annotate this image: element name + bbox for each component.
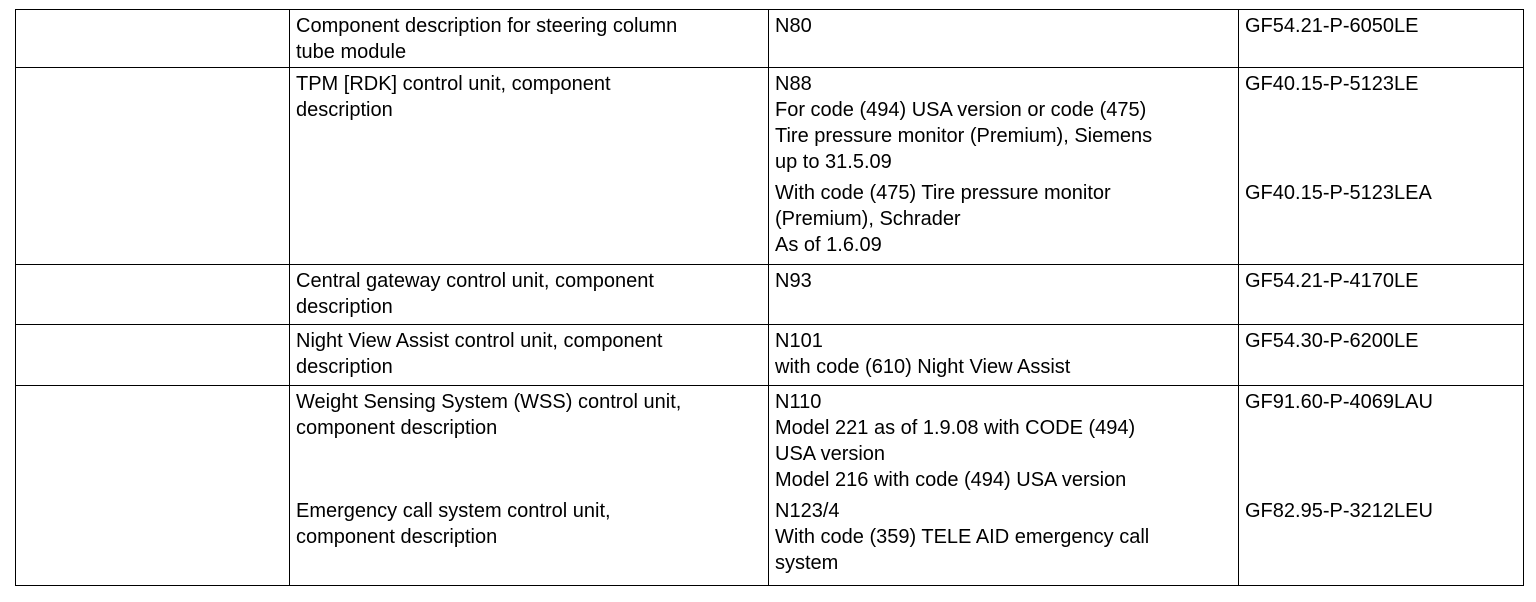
designation-line: With code (475) Tire pressure monitor <box>775 182 1111 204</box>
designation-line: Tire pressure monitor (Premium), Siemens <box>775 125 1153 147</box>
document-number: GF91.60-P-4069LAU <box>1245 391 1433 413</box>
designation-line: up to 31.5.09 <box>775 151 892 173</box>
table-row <box>16 325 1524 386</box>
description-line: tube module <box>296 41 407 63</box>
designation-line: USA version <box>775 443 886 465</box>
designation-cell <box>769 265 1239 325</box>
document-number: GF40.15-P-5123LEA <box>1245 182 1432 204</box>
description-line: description <box>296 296 393 318</box>
spacer <box>296 441 762 493</box>
spacer <box>1245 415 1517 493</box>
description-line: component description <box>296 417 498 439</box>
designation-line: system <box>775 552 839 574</box>
description-line: description <box>296 99 393 121</box>
designation-line: N123/4 <box>775 500 840 522</box>
description-line: TPM [RDK] control unit, component <box>296 73 611 95</box>
designation-line: Model 221 as of 1.9.08 with CODE (494) <box>775 417 1136 439</box>
description-line: Component description for steering column <box>296 15 678 37</box>
empty-cell <box>16 265 290 325</box>
table-row <box>16 265 1524 325</box>
description-line: Central gateway control unit, component <box>296 270 654 292</box>
description-line: Emergency call system control unit, <box>296 500 611 522</box>
document-cell <box>1239 325 1524 386</box>
document-number: GF40.15-P-5123LE <box>1245 73 1419 95</box>
description-line: Night View Assist control unit, component <box>296 330 663 352</box>
designation-line: (Premium), Schrader <box>775 208 961 230</box>
designation-line: As of 1.6.09 <box>775 234 882 256</box>
designation-line: N88 <box>775 73 812 95</box>
document-number: GF54.21-P-6050LE <box>1245 15 1419 37</box>
table-row <box>16 386 1524 586</box>
description-cell <box>290 68 769 265</box>
designation-cell <box>769 68 1239 265</box>
table-row <box>16 10 1524 68</box>
description-line: description <box>296 356 393 378</box>
designation-line: With code (359) TELE AID emergency call <box>775 526 1150 548</box>
designation-line: N110 <box>775 391 822 413</box>
designation-line: Model 216 with code (494) USA version <box>775 469 1127 491</box>
document-number: GF54.21-P-4170LE <box>1245 270 1419 292</box>
description-line: component description <box>296 526 498 548</box>
designation-line: N101 <box>775 330 823 352</box>
designation-line: N93 <box>775 270 812 292</box>
document-cell <box>1239 68 1524 265</box>
document-cell <box>1239 265 1524 325</box>
document-number: GF82.95-P-3212LEU <box>1245 500 1433 522</box>
description-cell <box>290 386 769 586</box>
document-cell <box>1239 386 1524 586</box>
designation-cell <box>769 325 1239 386</box>
empty-cell <box>16 68 290 265</box>
description-cell <box>290 265 769 325</box>
designation-line: N80 <box>775 15 812 37</box>
table-row <box>16 68 1524 265</box>
empty-cell <box>16 386 290 586</box>
empty-cell <box>16 325 290 386</box>
document-cell <box>1239 10 1524 68</box>
empty-cell <box>16 10 290 68</box>
designation-cell <box>769 10 1239 68</box>
spacer <box>1245 97 1517 175</box>
component-table <box>15 9 1524 586</box>
description-cell <box>290 325 769 386</box>
description-line: Weight Sensing System (WSS) control unit, <box>296 391 682 413</box>
description-cell <box>290 10 769 68</box>
designation-line: For code (494) USA version or code (475) <box>775 99 1147 121</box>
document-number: GF54.30-P-6200LE <box>1245 330 1419 352</box>
designation-line: with code (610) Night View Assist <box>775 356 1071 378</box>
designation-cell <box>769 386 1239 586</box>
